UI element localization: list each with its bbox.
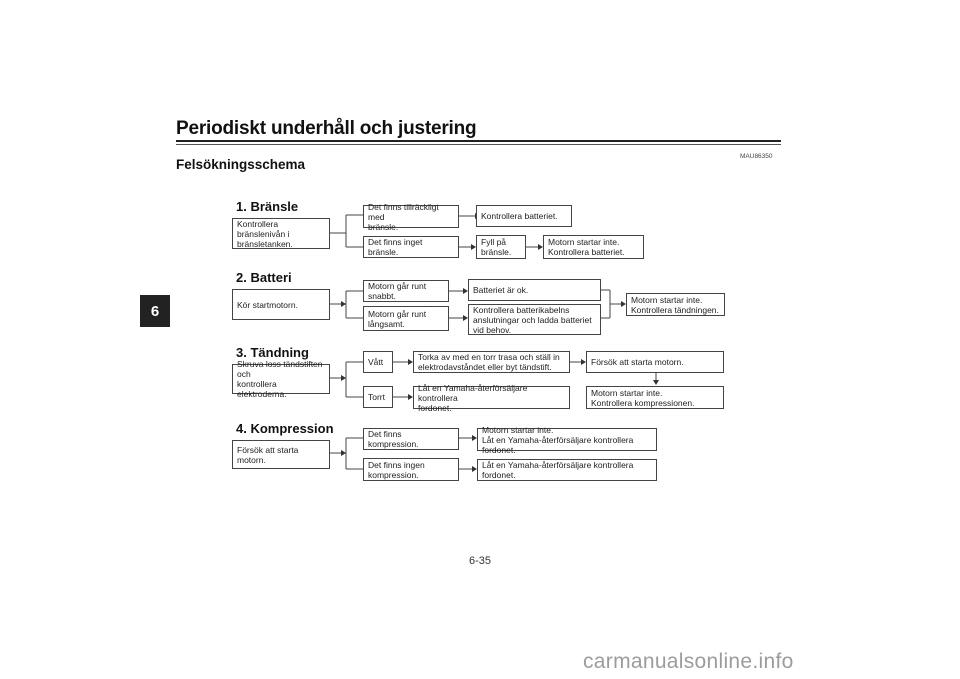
step-ignition-title: 3. Tändning bbox=[236, 345, 309, 360]
step-compression-title: 4. Kompression bbox=[236, 421, 334, 436]
fuel-refill-box: Fyll på bränsle. bbox=[476, 235, 526, 259]
compression-has-box: Det finns kompression. bbox=[363, 428, 459, 450]
ignition-wont-start-box: Motorn startar inte. Kontrollera kompressionen. bbox=[586, 386, 724, 409]
fuel-enough-box: Det finns tillräckligt med bränsle. bbox=[363, 205, 459, 228]
ignition-start-box: Skruva loss tändstiften och kontrollera elektroderna. bbox=[232, 364, 330, 394]
fuel-none-box: Det finns inget bränsle. bbox=[363, 236, 459, 258]
chapter-tab[interactable]: 6 bbox=[140, 295, 170, 327]
ignition-dealer-box: Låt en Yamaha-återförsäljare kontrollera fordonet. bbox=[413, 386, 570, 409]
section-title: Felsökningsschema bbox=[176, 157, 306, 172]
fuel-start-box: Kontrollera bränslenivån i bränsletanken. bbox=[232, 218, 330, 249]
battery-slow-box: Motorn går runt långsamt. bbox=[363, 306, 449, 331]
fuel-check-battery-box: Kontrollera batteriet. bbox=[476, 205, 572, 227]
compression-none-box: Det finns ingen kompression. bbox=[363, 458, 459, 481]
page-number: 6-35 bbox=[468, 555, 492, 567]
battery-fast-box: Motorn går runt snabbt. bbox=[363, 280, 449, 302]
compression-start-box: Försök att starta motorn. bbox=[232, 440, 330, 469]
battery-wont-start-box: Motorn startar inte. Kontrollera tändningen. bbox=[626, 293, 725, 316]
battery-start-box: Kör startmotorn. bbox=[232, 289, 330, 320]
compression-dealer-box: Låt en Yamaha-återförsäljare kontrollera fordonet. bbox=[477, 459, 657, 481]
watermark: carmanualsonline.info bbox=[583, 650, 794, 673]
ignition-wet-box: Vått bbox=[363, 351, 393, 373]
battery-ok-box: Batteriet är ok. bbox=[468, 279, 601, 301]
step-battery-title: 2. Batteri bbox=[236, 270, 292, 285]
section-code: MAU86350 bbox=[740, 153, 773, 160]
page-header-title: Periodiskt underhåll och justering bbox=[176, 118, 477, 139]
fuel-wont-start-box: Motorn startar inte. Kontrollera batteriet. bbox=[543, 235, 644, 259]
battery-check-cables-box: Kontrollera batterikabelns anslutningar och ladda batteriet vid behov. bbox=[468, 304, 601, 335]
step-fuel-title: 1. Bränsle bbox=[236, 199, 299, 214]
ignition-dry-box: Torrt bbox=[363, 386, 393, 408]
ignition-wipe-box: Torka av med en torr trasa och ställ in elektrodavståndet eller byt tändstift. bbox=[413, 351, 570, 373]
compression-wont-start-box: Motorn startar inte. Låt en Yamaha-återförsäljare kontrollera fordonet. bbox=[477, 428, 657, 451]
ignition-try-start-box: Försök att starta motorn. bbox=[586, 351, 724, 373]
